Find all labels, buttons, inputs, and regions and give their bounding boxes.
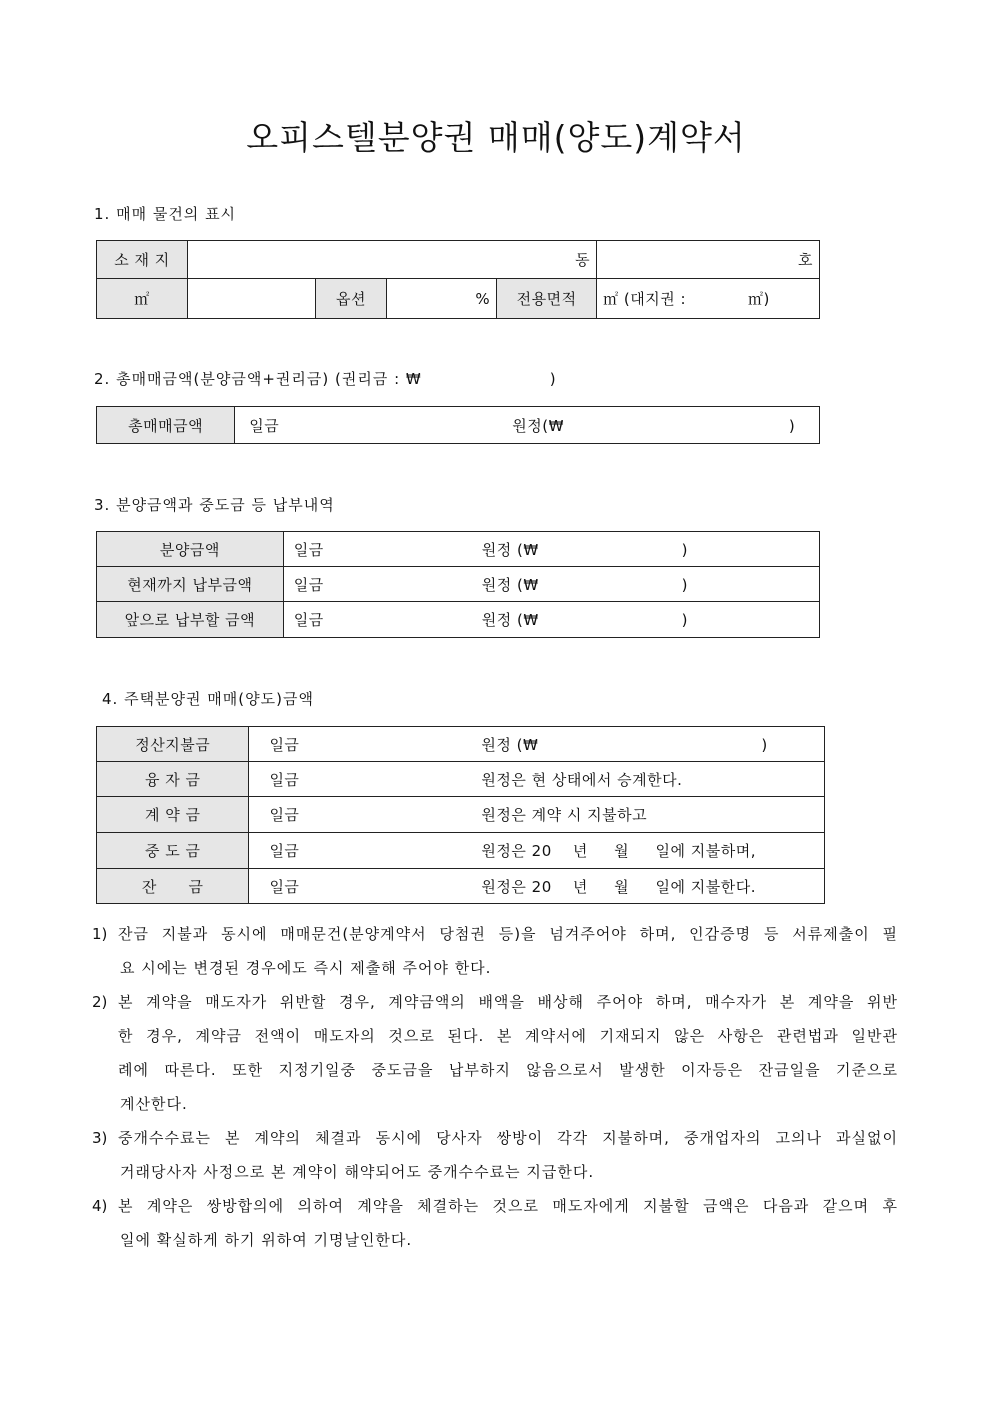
note-line: 중개수수료는 본 계약의 체결과 동시에 당사자 쌍방이 각각 지불하며, 중개업자의 고의나 과실없이	[118, 1129, 898, 1147]
ilgeum-label: 일금	[293, 575, 324, 594]
close-paren: )	[681, 540, 689, 559]
terms-list	[92, 917, 898, 1257]
close-paren: )	[788, 416, 796, 435]
note-line: 일에 확실하게 하기 위하여 기명날인한다.	[120, 1231, 413, 1249]
ho-label: 호	[798, 251, 813, 269]
section2-heading-close: )	[549, 370, 557, 388]
sale-price-label: 분양금액	[97, 532, 284, 567]
area-unit-label: ㎡	[97, 279, 188, 319]
transfer-amount-table	[96, 726, 825, 904]
balance-field[interactable]	[249, 869, 825, 904]
note-line: 거래당사자 사정으로 본 계약이 해약되어도 중개수수료는 지급한다.	[120, 1163, 595, 1181]
sale-price-field[interactable]	[283, 532, 819, 567]
total-amount-label: 총매매금액	[97, 407, 235, 444]
note-number: 4)	[92, 1197, 108, 1215]
ilgeum-label: 일금	[269, 842, 300, 860]
ilgeum-label: 일금	[293, 611, 324, 629]
wonjeong-label: 원정 (₩	[481, 611, 539, 629]
close-paren: )	[681, 575, 689, 594]
table-row	[97, 797, 825, 833]
location-label: 소 재 지	[97, 241, 188, 279]
percent-sign: %	[475, 289, 491, 308]
note-line: 잔금 지불과 동시에 매매문건(분양계약서 당첨권 등)을 넘겨주어야 하며, 인감증명 등 서류제출이 필	[118, 925, 898, 943]
wonjeong-label: 원정 (₩	[481, 735, 539, 754]
table-row	[97, 567, 820, 602]
loan-text: 원정은 현 상태에서 승계한다.	[481, 770, 683, 789]
ilgeum-label: 일금	[249, 416, 280, 435]
close-paren: )	[761, 735, 768, 754]
section3-heading: 3. 분양금액과 중도금 등 납부내역	[94, 496, 335, 514]
deposit-text: 원정은 계약 시 지불하고	[481, 806, 648, 824]
area-field[interactable]	[187, 279, 315, 319]
note-line: 요 시에는 변경된 경우에도 즉시 제출해 주어야 한다.	[120, 959, 492, 977]
exclusive-area-unit: ㎡ (대지권 :	[603, 290, 687, 308]
interim-label: 중 도 금	[97, 833, 249, 869]
ilgeum-label: 일금	[293, 540, 324, 559]
exclusive-area-field[interactable]	[597, 279, 820, 319]
close-paren: )	[681, 611, 689, 629]
table-row	[97, 602, 820, 638]
document-title: 오피스텔분양권 매매(양도)계약서	[246, 118, 746, 157]
note-text	[118, 917, 898, 985]
section1-heading: 1. 매매 물건의 표시	[94, 205, 237, 223]
note-line: 한 경우, 계약금 전액이 매도자의 것으로 된다. 본 계약서에 기재되지 않은 사항은 관련법과 일반관	[118, 1027, 898, 1045]
location-field[interactable]	[187, 241, 596, 279]
option-label: 옵션	[315, 279, 387, 319]
paid-amount-field[interactable]	[283, 567, 819, 602]
balance-text: 원정은 20 년 월 일에 지불한다.	[481, 877, 756, 896]
note-number: 2)	[92, 993, 108, 1011]
settlement-field[interactable]	[249, 727, 825, 762]
interim-field[interactable]	[249, 833, 825, 869]
note-line: 계산한다.	[120, 1095, 188, 1113]
note-number: 3)	[92, 1129, 108, 1147]
table-row	[97, 532, 820, 567]
ilgeum-label: 일금	[269, 806, 300, 824]
note-line: 본 계약을 매도자가 위반할 경우, 계약금액의 배액을 배상해 주어야 하며, 매수자가 본 계약을 위반	[118, 993, 898, 1011]
ho-field[interactable]	[597, 241, 820, 279]
balance-label: 잔 금	[97, 869, 249, 904]
table-row	[97, 762, 825, 797]
total-amount-table	[96, 406, 820, 444]
exclusive-area-label: 전용면적	[497, 279, 597, 319]
note-text	[118, 985, 898, 1121]
section2-heading-text: 2. 총매매금액(분양금액+권리금) (권리금 : ₩	[94, 370, 422, 388]
ilgeum-label: 일금	[269, 735, 300, 754]
note-line: 본 계약은 쌍방합의에 의하여 계약을 체결하는 것으로 매도자에게 지불할 금액은 다음과 같으며 후	[118, 1197, 898, 1215]
note-number: 1)	[92, 925, 108, 943]
deposit-field[interactable]	[249, 797, 825, 833]
list-item	[92, 1121, 898, 1189]
section4-heading: 4. 주택분양권 매매(양도)금액	[102, 690, 314, 708]
list-item	[92, 985, 898, 1121]
interim-text: 원정은 20 년 월 일에 지불하며,	[481, 842, 756, 860]
table-row	[97, 833, 825, 869]
loan-field[interactable]	[249, 762, 825, 797]
property-table	[96, 240, 820, 319]
remaining-amount-field[interactable]	[283, 602, 819, 638]
table-row	[97, 727, 825, 762]
option-field[interactable]	[387, 279, 497, 319]
wonjeong-label: 원정(₩	[512, 416, 564, 435]
deposit-label: 계 약 금	[97, 797, 249, 833]
ilgeum-label: 일금	[269, 877, 300, 896]
loan-label: 융 자 금	[97, 762, 249, 797]
paid-amount-label: 현재까지 납부금액	[97, 567, 284, 602]
list-item	[92, 917, 898, 985]
note-line: 례에 따른다. 또한 지정기일중 중도금을 납부하지 않음으로서 발생한 이자등은 잔금일을 기준으로	[118, 1061, 898, 1079]
payment-history-table	[96, 531, 820, 638]
ilgeum-label: 일금	[269, 770, 300, 789]
total-amount-field[interactable]	[235, 407, 820, 444]
remaining-amount-label: 앞으로 납부할 금액	[97, 602, 284, 638]
list-item	[92, 1189, 898, 1257]
table-row	[97, 869, 825, 904]
settlement-label: 정산지불금	[97, 727, 249, 762]
wonjeong-label: 원정 (₩	[481, 575, 539, 594]
note-text	[118, 1121, 898, 1189]
section2-heading	[94, 368, 557, 389]
dong-label: 동	[575, 251, 591, 269]
note-text	[118, 1189, 898, 1257]
land-unit: ㎡)	[748, 290, 770, 308]
wonjeong-label: 원정 (₩	[481, 540, 539, 559]
